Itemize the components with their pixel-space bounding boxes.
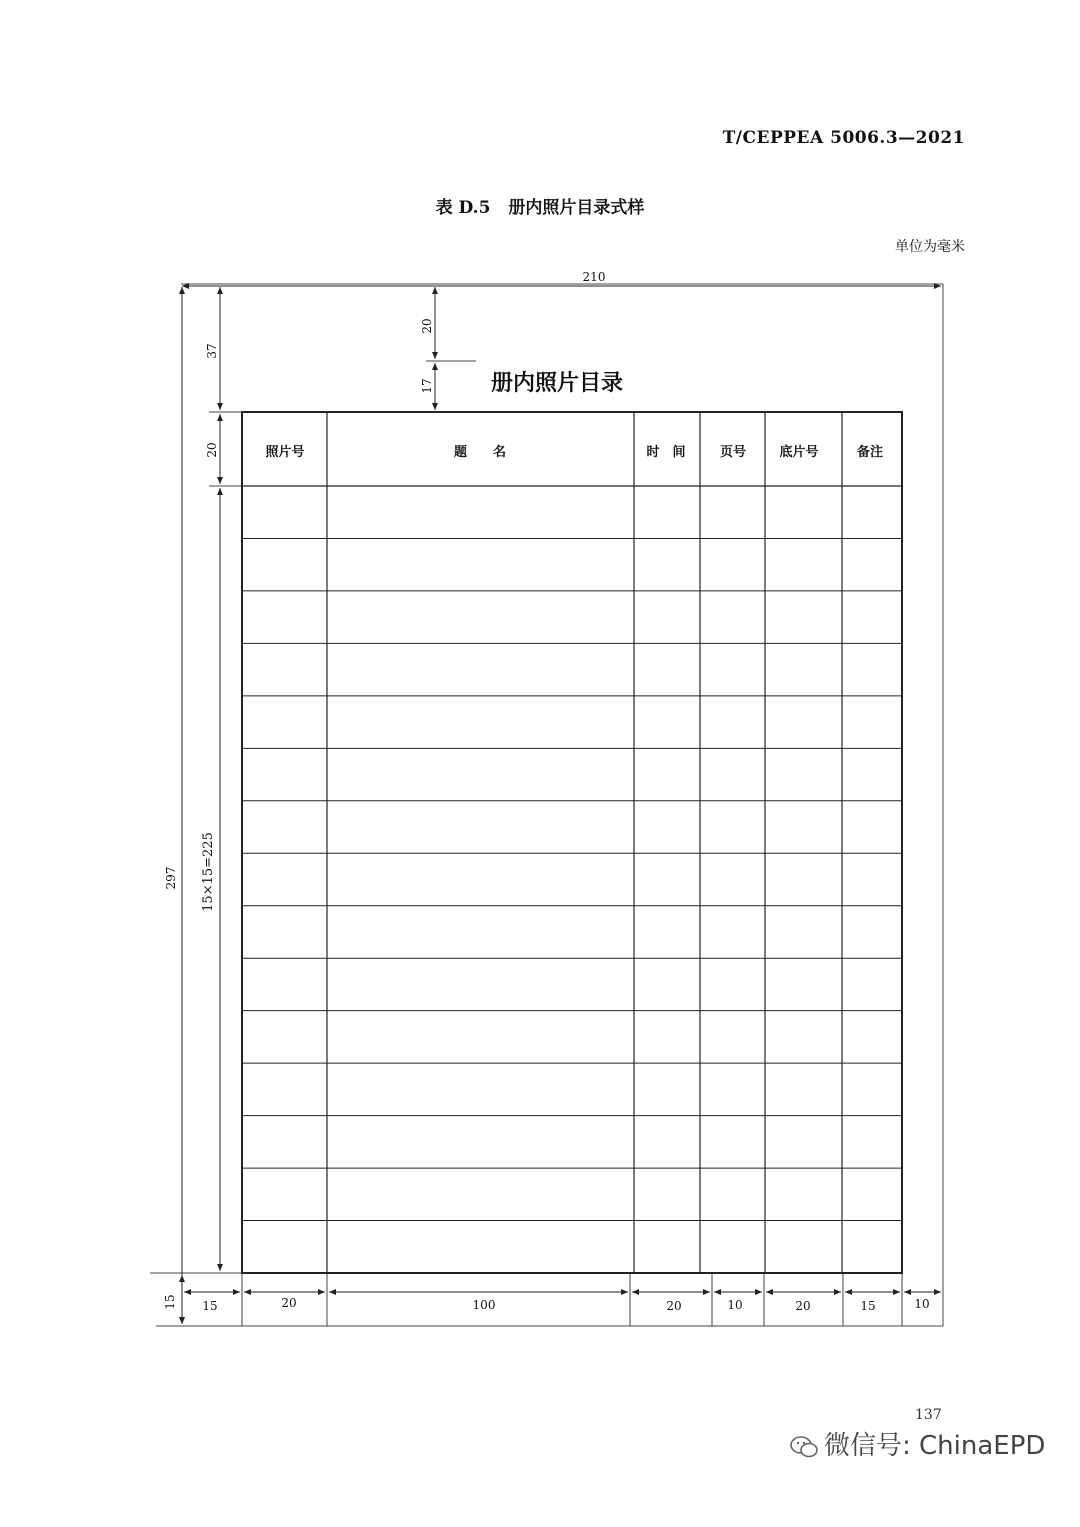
dim-label-bottom: 100 bbox=[472, 1298, 496, 1312]
column-header-page-no: 页号 bbox=[719, 445, 747, 460]
wechat-icon bbox=[790, 1436, 818, 1458]
dim-label-210: 210 bbox=[582, 270, 606, 284]
dim-label-bottom: 20 bbox=[666, 1299, 682, 1313]
dim-label-bottom: 20 bbox=[281, 1296, 297, 1310]
table-border bbox=[242, 412, 902, 1273]
dim-label-bottom: 20 bbox=[795, 1299, 811, 1313]
dim-label-title-height: 17 bbox=[420, 378, 434, 394]
catalog-table bbox=[242, 412, 902, 1273]
dim-label-37: 37 bbox=[205, 343, 219, 359]
dim-label-bottom: 15 bbox=[202, 1299, 218, 1313]
column-header-time: 时 间 bbox=[646, 445, 686, 460]
dim-label-bottom-margin: 15 bbox=[163, 1294, 177, 1310]
watermark-text: 微信号: ChinaEPD bbox=[824, 1431, 1046, 1461]
dim-label-bottom: 15 bbox=[860, 1299, 876, 1313]
standard-code: T/CEPPEA 5006.3—2021 bbox=[722, 128, 965, 148]
dim-label-20: 20 bbox=[205, 442, 219, 458]
caption-label: 表 D.5 bbox=[435, 198, 491, 218]
dim-label-title-top: 20 bbox=[420, 318, 434, 334]
dim-label-bottom: 10 bbox=[914, 1297, 930, 1311]
dim-label-225: 15×15=225 bbox=[201, 832, 216, 912]
column-header-negative-no: 底片号 bbox=[779, 445, 819, 460]
column-header-title: 题 名 bbox=[453, 445, 507, 460]
caption-title: 册内照片目录式样 bbox=[508, 198, 645, 218]
page-number: 137 bbox=[915, 1407, 942, 1423]
column-header-remarks: 备注 bbox=[856, 445, 884, 460]
column-header-photo-no: 照片号 bbox=[265, 445, 305, 460]
dim-label-297: 297 bbox=[164, 866, 178, 890]
watermark bbox=[790, 1425, 1045, 1462]
form-title: 册内照片目录 bbox=[490, 370, 624, 396]
unit-note: 单位为毫米 bbox=[895, 239, 965, 255]
dim-label-bottom: 10 bbox=[727, 1298, 743, 1312]
